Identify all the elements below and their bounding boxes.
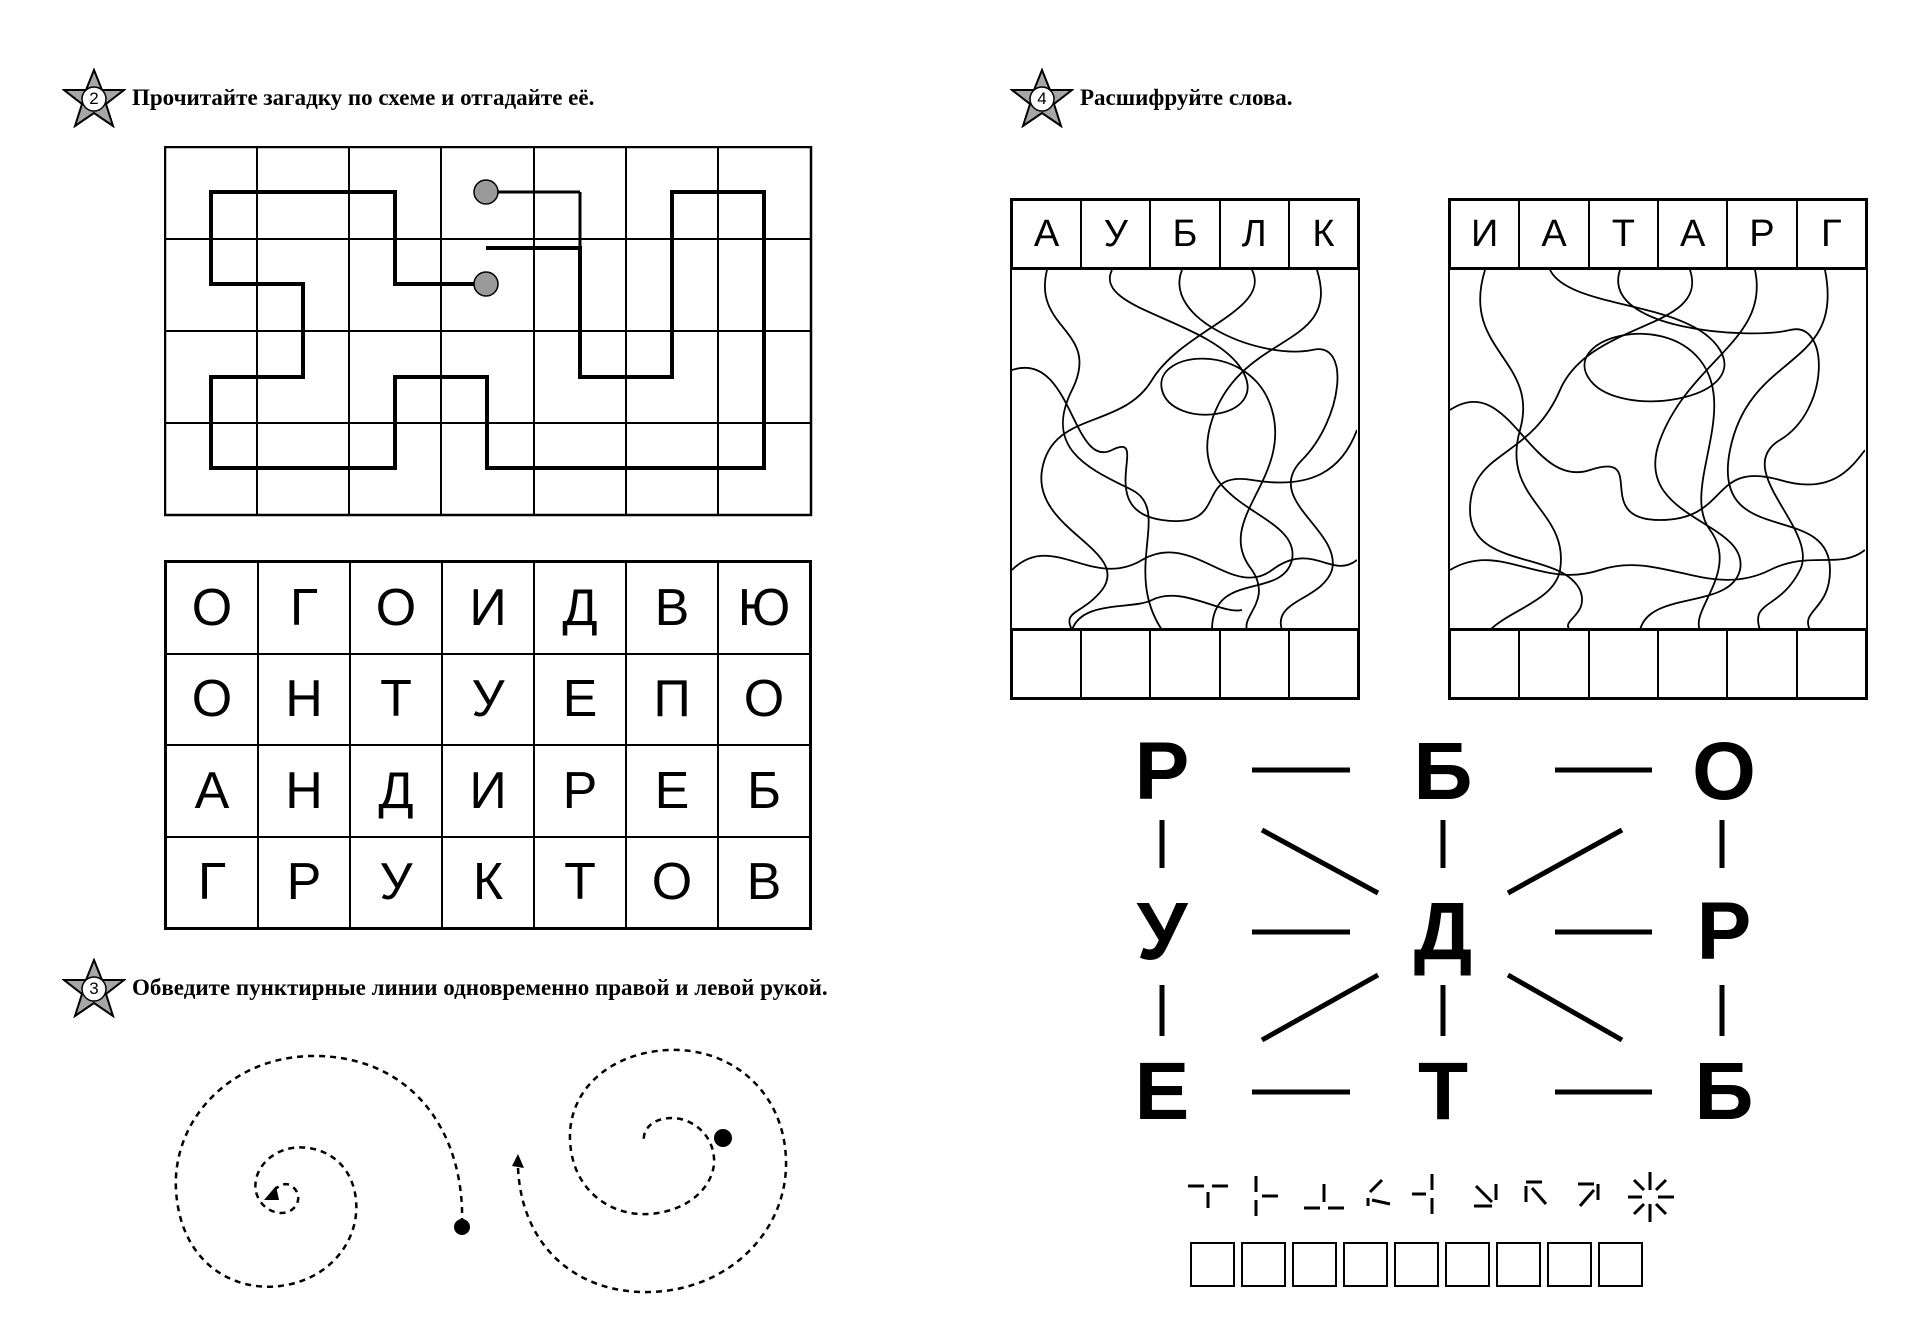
dotted-spirals — [160, 1040, 840, 1315]
letter-cell: П — [626, 654, 718, 746]
star-badge-icon — [62, 68, 126, 128]
scrambled-letters-row — [1012, 200, 1358, 270]
cipher-symbols — [1184, 1170, 1724, 1235]
letter-cell: В — [626, 562, 718, 654]
scrambled-letter: Л — [1220, 200, 1289, 268]
code-letter: Д — [1413, 886, 1473, 977]
task-3-header — [62, 958, 828, 1018]
task-number: 3 — [89, 979, 99, 998]
riddle-scheme — [164, 146, 814, 523]
scrambled-letter: Р — [1727, 200, 1796, 268]
cipher-answer-boxes — [1190, 1242, 1643, 1287]
letter-cell: И — [442, 745, 534, 837]
answer-box[interactable] — [1547, 1242, 1592, 1287]
star-badge-icon — [1010, 68, 1074, 128]
tangled-lines — [1012, 270, 1357, 630]
code-letter: Т — [1417, 1046, 1469, 1137]
letter-cell: Е — [534, 654, 626, 746]
answer-box[interactable] — [1343, 1242, 1388, 1287]
code-letter: О — [1692, 726, 1756, 817]
letter-grid — [164, 560, 812, 930]
scrambled-letter: А — [1519, 200, 1588, 268]
letter-cell: И — [442, 562, 534, 654]
answer-box[interactable] — [1727, 630, 1796, 698]
tangled-lines — [1450, 270, 1865, 630]
scrambled-letter: Б — [1150, 200, 1219, 268]
answer-box[interactable] — [1445, 1242, 1490, 1287]
answer-box[interactable] — [1012, 630, 1081, 698]
answer-box[interactable] — [1519, 630, 1588, 698]
letter-cell: Е — [626, 745, 718, 837]
letter-cell: О — [166, 562, 258, 654]
answer-box[interactable] — [1598, 1242, 1643, 1287]
letter-cell: Н — [258, 654, 350, 746]
answer-box[interactable] — [1081, 630, 1150, 698]
letter-cell: Ю — [718, 562, 810, 654]
tangle-maze-2 — [1448, 198, 1868, 700]
scrambled-letter: И — [1450, 200, 1519, 268]
code-letter: Б — [1694, 1046, 1754, 1137]
letter-cell: Т — [534, 837, 626, 929]
letter-cell: О — [626, 837, 718, 929]
letter-cell: О — [166, 654, 258, 746]
task-2-header — [62, 68, 594, 128]
scrambled-letter: А — [1012, 200, 1081, 268]
scrambled-letter: Г — [1797, 200, 1866, 268]
answer-boxes-row — [1012, 628, 1358, 698]
scrambled-letter: К — [1289, 200, 1358, 268]
answer-box[interactable] — [1150, 630, 1219, 698]
letter-cell: Б — [718, 745, 810, 837]
scrambled-letter: У — [1081, 200, 1150, 268]
scrambled-letter: Т — [1589, 200, 1658, 268]
letter-cell: О — [718, 654, 810, 746]
letter-cell: К — [442, 837, 534, 929]
answer-box[interactable] — [1190, 1242, 1235, 1287]
letter-cell: Д — [534, 562, 626, 654]
answer-box[interactable] — [1220, 630, 1289, 698]
answer-box[interactable] — [1241, 1242, 1286, 1287]
letter-cell: В — [718, 837, 810, 929]
letter-cell: А — [166, 745, 258, 837]
scrambled-letters-row — [1450, 200, 1866, 270]
task-number: 2 — [89, 89, 99, 108]
letter-cell: Р — [534, 745, 626, 837]
answer-box[interactable] — [1496, 1242, 1541, 1287]
letter-cell: У — [442, 654, 534, 746]
answer-box[interactable] — [1289, 630, 1358, 698]
letter-cell: Т — [350, 654, 442, 746]
answer-boxes-row — [1450, 628, 1866, 698]
letter-cell: Н — [258, 745, 350, 837]
answer-box[interactable] — [1589, 630, 1658, 698]
cipher-symbol-icon — [1188, 1186, 1228, 1208]
task-4-header — [1010, 68, 1293, 128]
code-letter: У — [1136, 886, 1188, 977]
code-letter: Р — [1134, 726, 1190, 817]
star-badge-icon — [62, 958, 126, 1018]
answer-box[interactable] — [1394, 1242, 1439, 1287]
task-number: 4 — [1037, 89, 1047, 108]
letter-cell: Д — [350, 745, 442, 837]
task-instruction: Обведите пунктирные линии одновременно правой и левой рукой. — [132, 975, 828, 1000]
code-letter: Р — [1696, 886, 1752, 977]
letter-cell: О — [350, 562, 442, 654]
letter-cell: Г — [166, 837, 258, 929]
code-letter: Б — [1413, 726, 1473, 817]
letter-cell: Р — [258, 837, 350, 929]
answer-box[interactable] — [1658, 630, 1727, 698]
task-instruction: Расшифруйте слова. — [1080, 85, 1293, 110]
answer-box[interactable] — [1450, 630, 1519, 698]
letter-cell: У — [350, 837, 442, 929]
scrambled-letter: А — [1658, 200, 1727, 268]
tangle-maze-1 — [1010, 198, 1360, 700]
task-instruction: Прочитайте загадку по схеме и отгадайте её. — [132, 85, 595, 110]
code-letter: Е — [1134, 1046, 1190, 1137]
answer-box[interactable] — [1292, 1242, 1337, 1287]
letter-cell: Г — [258, 562, 350, 654]
answer-box[interactable] — [1797, 630, 1866, 698]
